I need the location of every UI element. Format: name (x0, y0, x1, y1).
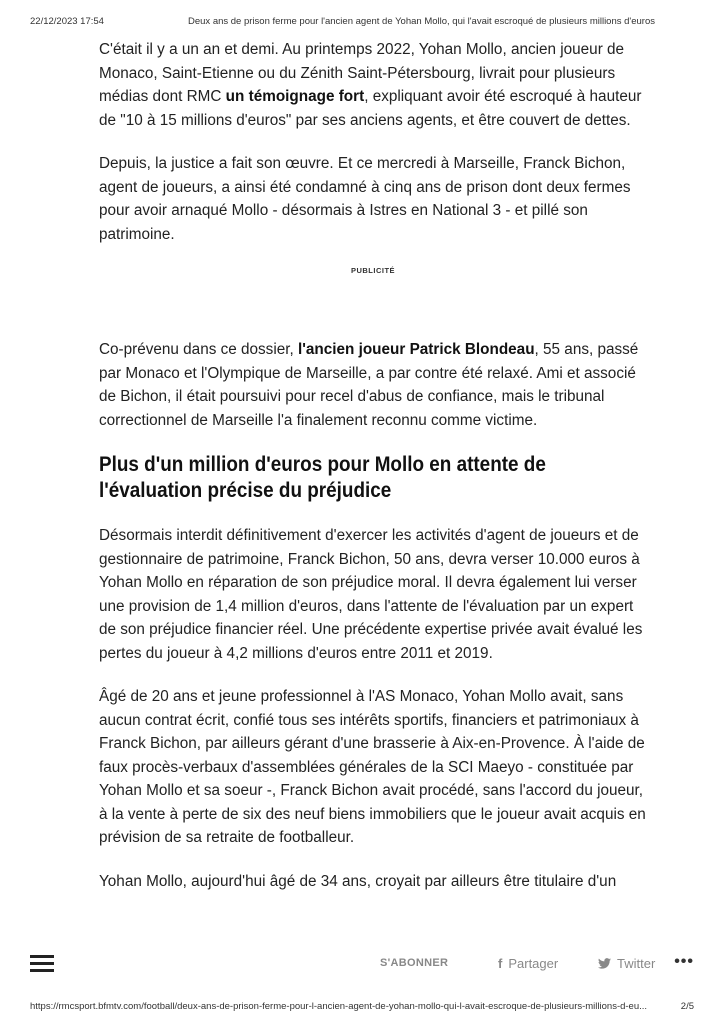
subscribe-button[interactable]: S'ABONNER (380, 957, 449, 969)
article-paragraph-1 (99, 38, 647, 132)
article-paragraph-6: Yohan Mollo, aujourd'hui âgé de 34 ans, croyait par ailleurs être titulaire d'un (99, 872, 617, 890)
menu-bar-line (30, 962, 54, 965)
share-facebook-button[interactable] (498, 956, 558, 971)
print-page-url: https://rmcsport.bfmtv.com/football/deux-ans-de-prison-ferme-pour-l-ancien-agent-de-yohan-mollo-qui-l-avait-escroque-de-plusieurs-millions-d-eu... (30, 1001, 648, 1012)
share-label: Partager (508, 956, 559, 971)
share-twitter-button[interactable] (598, 956, 655, 971)
sticky-bottom-bar (30, 950, 694, 980)
article-body (99, 38, 647, 913)
twitter-bird-icon (598, 956, 611, 971)
article-paragraph-5: Âgé de 20 ans et jeune professionnel à l'AS Monaco, Yohan Mollo avait, sans aucun contrat écrit, confié tous ses intérêts sportifs, financiers et patrimoniaux à Franck Bichon, par ailleurs gérant d'une brasserie à Aix-en-Provence. À l'aide de faux procès-verbaux d'assemblées générales de la SCI Maeyo - constituée par Yohan Mollo et sa soeur -, Franck Bichon avait procédé, sans l'accord du joueur, à la vente à perte de six des neuf biens immobiliers que le joueur avait acquis en prévision de sa retraite de footballeur. (99, 688, 646, 846)
print-date: 22/12/2023 17:54 (30, 16, 104, 27)
advertisement-slot (99, 276, 647, 338)
print-page-title: Deux ans de prison ferme pour l'ancien agent de Yohan Mollo, qui l'avait escroqué de plusieurs millions d'euros (188, 16, 655, 27)
article-paragraph-3 (99, 338, 647, 432)
paragraph-text: , expliquant avoir été escroqué à hauteur de "10 à 15 millions d'euros" par ses anciens agents, et être couvert de dettes. (99, 88, 642, 129)
section-heading: Plus d'un million d'euros pour Mollo en attente de l'évaluation précise du préjudice (99, 453, 546, 502)
print-footer (30, 1001, 694, 1015)
paragraph-text: Co-prévenu dans ce dossier, (99, 341, 298, 358)
paragraph-text: , 55 ans, passé par Monaco et l'Olympique de Marseille, a par contre été relaxé. Ami et associé de Bichon, il était poursuivi pour recel d'abus de confiance, mais le tribunal correctionnel de Marseille l'a finalement reconnu comme victime. (99, 341, 639, 429)
menu-bar-line (30, 969, 54, 972)
link-patrick-blondeau[interactable]: l'ancien joueur Patrick Blondeau (297, 341, 535, 358)
menu-bar-line (30, 955, 54, 958)
paragraph-text: C'était il y a un an et demi. Au printemps 2022, Yohan Mollo, ancien joueur de Monaco, Saint-Etienne ou du Zénith Saint-Pétersbourg, livrait pour plusieurs médias dont RMC (99, 41, 625, 105)
article-paragraph-4: Désormais interdit définitivement d'exercer les activités d'agent de joueurs et de gestionnaire de patrimoine, Franck Bichon, 50 ans, devra verser 10.000 euros à Yohan Mollo en réparation de son préjudice moral. Il devra également lui verser une provision de 1,4 million d'euros, dans l'attente de l'évaluation par un expert de son préjudice financier réel. Une précédente expertise privée avait évalué les pertes du joueur à 4,2 millions d'euros entre 2011 et 2019. (99, 527, 643, 662)
advertisement-label: PUBLICITÉ (350, 266, 396, 275)
hamburger-menu-icon[interactable] (30, 955, 54, 973)
link-temoignage-fort[interactable]: un témoignage fort (225, 88, 365, 105)
print-header (30, 16, 694, 30)
twitter-label: Twitter (617, 956, 656, 971)
more-options-icon[interactable]: ••• (674, 953, 694, 970)
article-paragraph-2: Depuis, la justice a fait son œuvre. Et ce mercredi à Marseille, Franck Bichon, agent de joueurs, a ainsi été condamné à cinq ans de prison dont deux fermes pour avoir arnaqué Mollo - désormais à Istres en National 3 - et pillé son patrimoine. (99, 155, 631, 243)
print-page-number: 2/5 (680, 1001, 694, 1012)
facebook-icon: f (498, 956, 503, 971)
